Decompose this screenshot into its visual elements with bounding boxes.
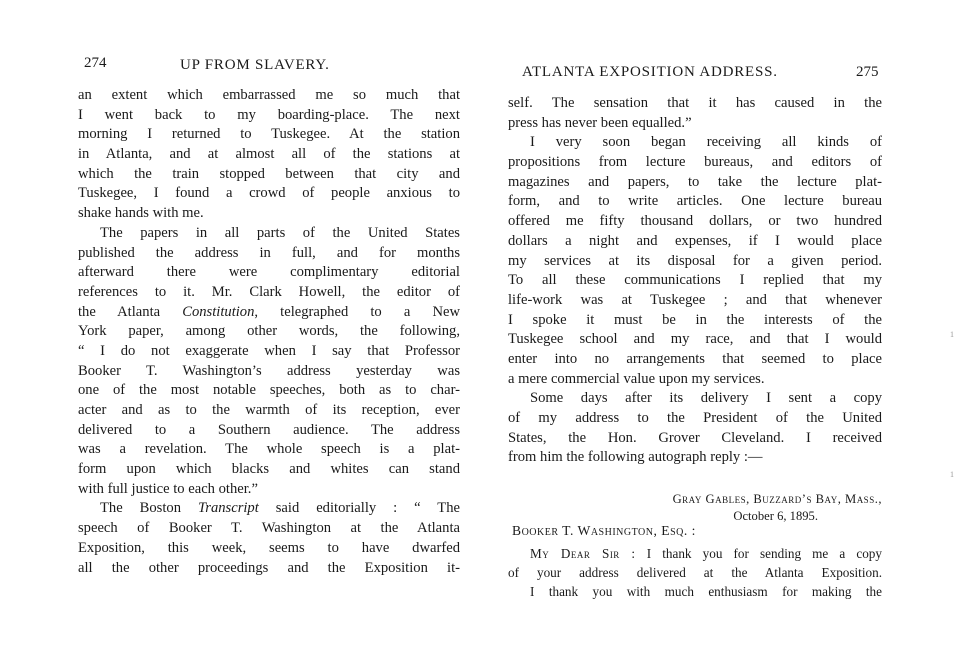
letter-place: Gray Gables, Buzzard’s Bay, Mass., [672,492,882,506]
left-page-number: 274 [84,55,107,71]
text-line: To all these communications I replied that my [508,272,882,289]
text-line: an extent which embarrassed me so much that [78,87,460,103]
right-page-number: 275 [856,64,879,80]
right-running-head: ATLANTA EXPOSITION ADDRESS. [522,64,778,80]
text-line: afterward there were complimentary editorial [78,264,460,281]
left-page-body [78,86,460,578]
text-line: Tuskegee, I found a crowd of people anxious to [78,185,460,202]
letter-body [508,544,882,601]
text-line: magazines and papers, to take the lecture plat- [508,173,882,190]
text-line: was a revelation. The whole speech is a plat- [78,441,460,458]
text-fragment: The Boston [100,500,198,517]
text-line: Some days after its delivery I sent a copy [530,390,882,407]
text-line: The papers in all parts of the United States [100,224,460,241]
text-line: Exposition, this week, seems to have dwarfed [78,539,460,556]
text-line: I very soon began receiving all kinds of [530,134,882,151]
right-page-body [508,94,882,468]
text-line: one of the most notable speeches, both as to char- [78,382,460,399]
text-line: with full justice to each other.” [78,480,258,497]
text-line: I thank you with much enthusiasm for making the [530,584,882,599]
text-line: acter and as to the warmth of its reception, ever [78,402,460,418]
text-line: Tuskegee school and my race, and that I would [508,331,882,348]
text-line: propositions from lecture bureaus, and editors of [508,154,882,171]
text-line: references to it. Mr. Clark Howell, the editor of [78,283,460,300]
text-line: States, the Hon. Grover Cleveland. I received [508,429,882,446]
left-running-head: UP FROM SLAVERY. [180,57,330,73]
text-line: a mere commercial value upon my services. [508,370,765,387]
text-fragment: I thank you for sending me a copy [635,546,882,561]
text-line: all the other proceedings and the Exposition it- [78,559,460,576]
letter-addressee: Booker T. Washington, Esq. : [512,523,696,538]
text-fragment: , telegraphed to a New [254,303,460,320]
letter-heading [622,491,882,525]
text-line: “ I do not exaggerate when I say that Professor [78,342,460,359]
text-line: shake hands with me. [78,205,204,222]
text-line: dollars a night and expenses, if I would place [508,232,882,249]
text-line: self. The sensation that it has caused in the [508,95,882,111]
text-line: delivered to a Southern audience. The address [78,421,460,438]
text-line: Booker T. Washington’s address yesterday was [78,362,460,379]
text-line: life-work was at Tuskegee ; and that whenever [508,291,882,308]
margin-mark: 1 [950,470,954,479]
text-fragment: said editorially : “ The [258,500,460,517]
letter-date: October 6, 1895. [733,509,818,523]
text-line: of my address to the President of the United [508,410,882,426]
text-line: my services at its disposal for a given period. [508,252,882,269]
newspaper-title: Transcript [197,500,259,517]
margin-mark: 1 [950,330,954,339]
text-fragment: the Atlanta [78,303,183,320]
text-line: speech of Booker T. Washington at the Atlanta [78,520,460,537]
text-line: of your address delivered at the Atlanta Exposition. [508,565,882,580]
text-line [78,303,460,323]
text-line: enter into no arrangements that seemed to place [508,350,882,367]
text-line: published the address in full, and for months [78,244,460,261]
text-line: form, and to write articles. One lecture bureau [508,193,882,210]
text-line: from him the following autograph reply :— [508,449,763,466]
text-line: I spoke it must be in the interests of the [508,311,882,328]
text-line: York paper, among other words, the following, [78,323,460,340]
text-line: I went back to my boarding-place. The next [78,106,460,123]
text-line: morning I returned to Tuskegee. At the station [78,126,460,143]
text-line: press has never been equalled.” [508,114,692,131]
newspaper-title: Constitution [182,303,255,320]
text-line: which the train stopped between that city and [78,165,460,182]
text-line: form upon which blacks and whites can stand [78,461,460,478]
text-line [78,499,460,519]
letter-salutation: My Dear Sir : [530,546,636,561]
text-line: in Atlanta, and at almost all of the stations at [78,146,460,163]
text-line: offered me fifty thousand dollars, or two hundred [508,213,882,230]
text-line [508,544,882,563]
